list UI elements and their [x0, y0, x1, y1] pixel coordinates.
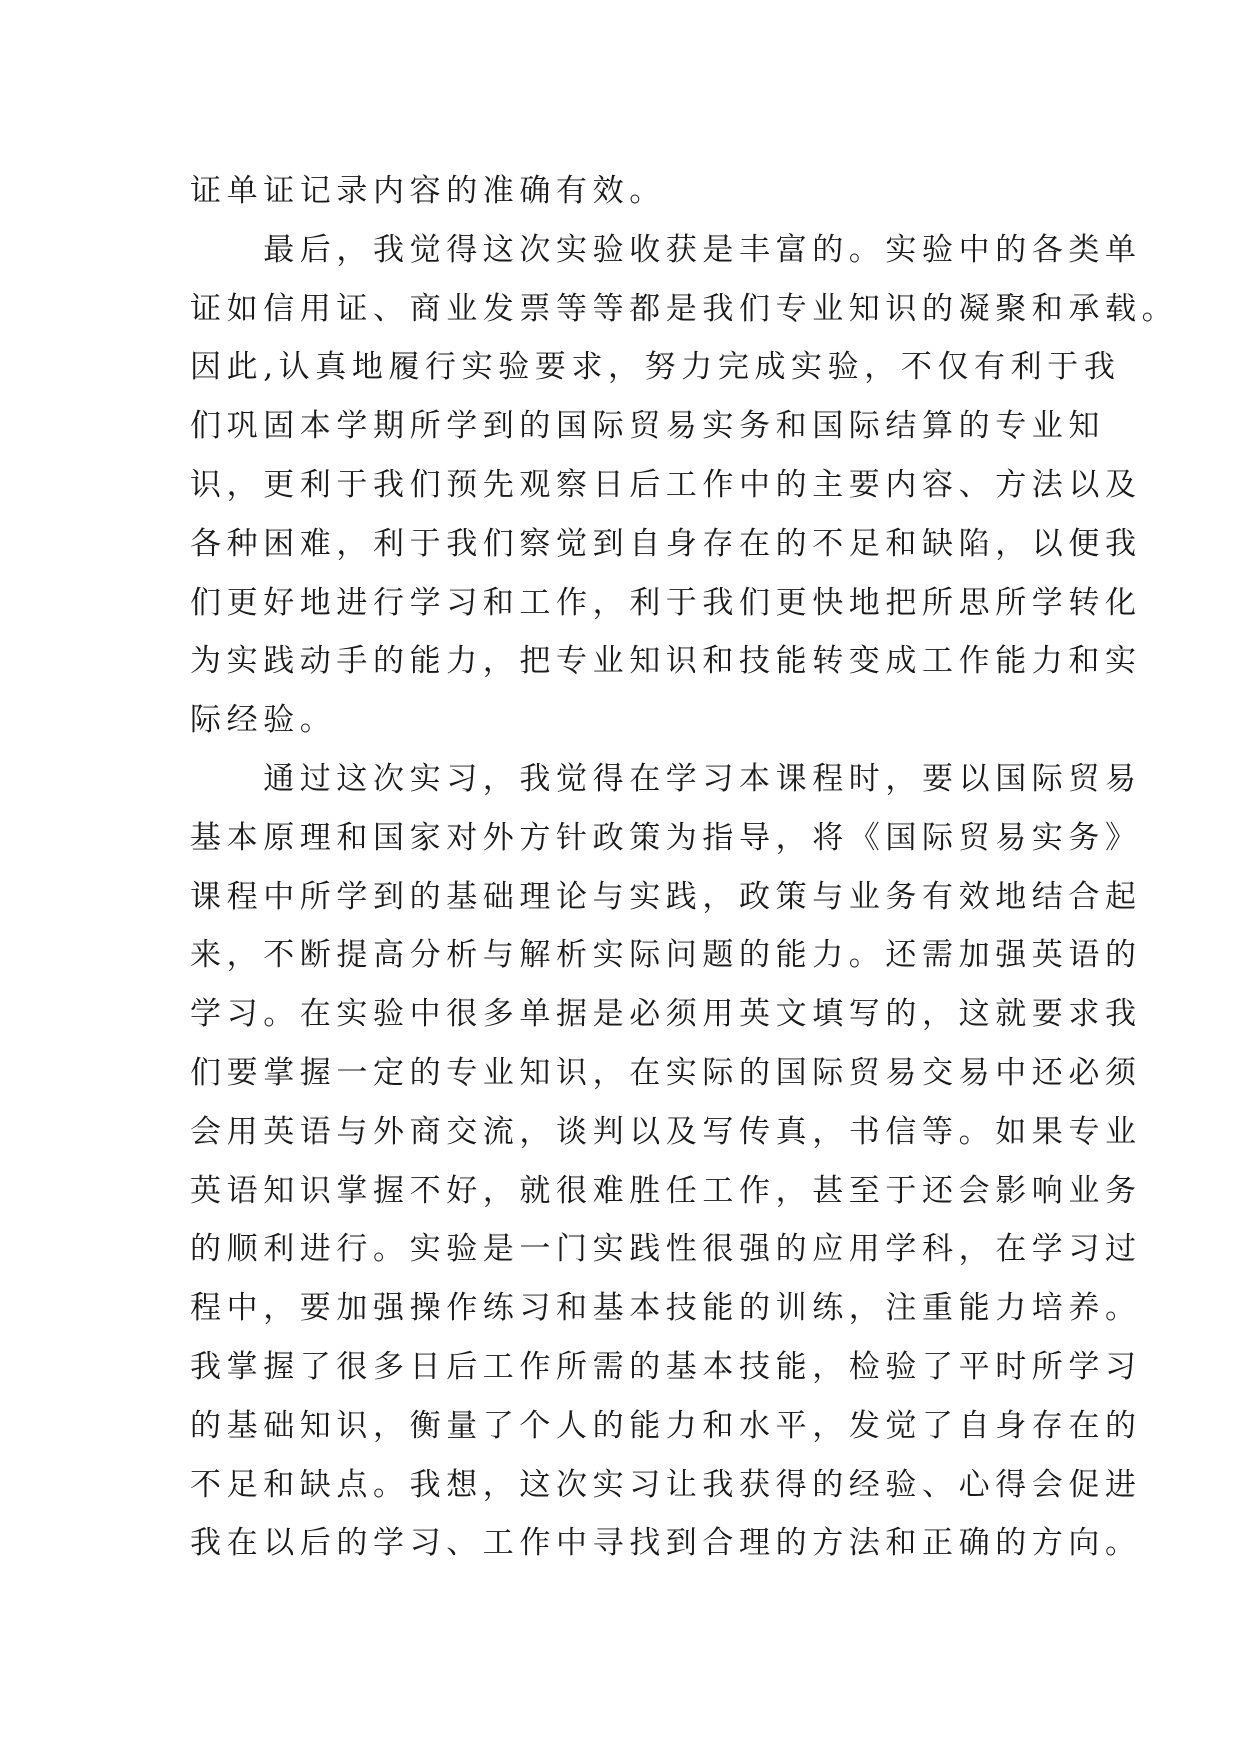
- text-line: 的基础知识，衡量了个人的能力和水平，发觉了自身存在的: [190, 1407, 1142, 1444]
- text-line: 为实践动手的能力，把专业知识和技能转变成工作能力和实: [190, 643, 1142, 680]
- text-line: 我掌握了很多日后工作所需的基本技能，检验了平时所学习: [190, 1348, 1142, 1385]
- text-line: 们更好地进行学习和工作，利于我们更快地把所思所学转化: [190, 584, 1142, 621]
- text-line: 因此,认真地履行实验要求，努力完成实验，不仅有利于我: [190, 349, 1121, 386]
- text-line: 程中，要加强操作练习和基本技能的训练，注重能力培养。: [190, 1290, 1142, 1327]
- text-line: 们巩固本学期所学到的国际贸易实务和国际结算的专业知: [190, 408, 1105, 445]
- text-line: 英语知识掌握不好，就很难胜任工作，甚至于还会影响业务: [190, 1172, 1142, 1209]
- text-line: 会用英语与外商交流，谈判以及写传真，书信等。如果专业: [190, 1113, 1142, 1150]
- text-line: 各种困难，利于我们察觉到自身存在的不足和缺陷，以便我: [190, 525, 1142, 562]
- text-line: 证如信用证、商业发票等等都是我们专业知识的凝聚和承载。: [190, 290, 1179, 327]
- text-line: 基本原理和国家对外方针政策为指导，将《国际贸易实务》: [190, 819, 1142, 856]
- body-text: [190, 162, 1179, 1573]
- text-line: 通过这次实习，我觉得在学习本课程时，要以国际贸易: [190, 760, 1142, 797]
- text-line: 来，不断提高分析与解析实际问题的能力。还需加强英语的: [190, 937, 1142, 974]
- text-line: 不足和缺点。我想，这次实习让我获得的经验、心得会促进: [190, 1466, 1142, 1503]
- text-line: 课程中所学到的基础理论与实践，政策与业务有效地结合起: [190, 878, 1142, 915]
- text-line: 学习。在实验中很多单据是必须用英文填写的，这就要求我: [190, 996, 1142, 1033]
- text-line: 际经验。: [190, 702, 337, 739]
- text-line: 们要掌握一定的专业知识，在实际的国际贸易交易中还必须: [190, 1054, 1142, 1091]
- text-line: 最后，我觉得这次实验收获是丰富的。实验中的各类单: [190, 231, 1142, 268]
- text-line: 证单证记录内容的准确有效。: [190, 173, 666, 209]
- text-line: 我在以后的学习、工作中寻找到合理的方法和正确的方向。: [190, 1525, 1142, 1562]
- text-line: 识，更利于我们预先观察日后工作中的主要内容、方法以及: [190, 466, 1142, 503]
- text-line: 的顺利进行。实验是一门实践性很强的应用学科，在学习过: [190, 1231, 1142, 1268]
